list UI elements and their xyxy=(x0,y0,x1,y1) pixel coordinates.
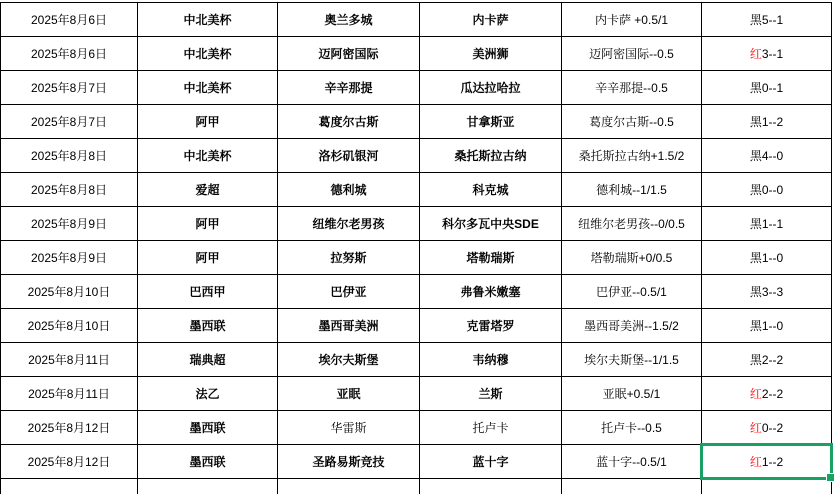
table-row xyxy=(1,173,832,207)
result-flag-label: 红 xyxy=(749,387,762,401)
result-cell[interactable] xyxy=(702,37,832,71)
result-cell[interactable] xyxy=(702,71,832,105)
home-team-cell[interactable]: 拉努斯 xyxy=(278,241,420,275)
result-cell[interactable] xyxy=(702,309,832,343)
date-cell[interactable]: 2025年8月6日 xyxy=(1,3,138,37)
league-cell[interactable]: 墨西联 xyxy=(138,309,278,343)
result-flag-label: 黑 xyxy=(749,115,762,129)
league-cell[interactable]: 墨西联 xyxy=(138,445,278,479)
league-cell[interactable]: 阿甲 xyxy=(138,241,278,275)
table-row xyxy=(1,139,832,173)
table-row xyxy=(1,37,832,71)
handicap-cell[interactable]: 纽维尔老男孩--0/0.5 xyxy=(562,207,702,241)
away-team-cell[interactable]: 塔勒瑞斯 xyxy=(420,241,562,275)
result-score: 1--1 xyxy=(761,217,784,231)
date-cell[interactable]: 2025年8月10日 xyxy=(1,309,138,343)
result-score: 2--2 xyxy=(761,353,784,367)
result-score: 0--2 xyxy=(761,421,784,435)
date-cell[interactable]: 2025年8月7日 xyxy=(1,71,138,105)
league-cell[interactable]: 爱超 xyxy=(138,173,278,207)
table-row xyxy=(1,241,832,275)
table-row xyxy=(1,275,832,309)
away-team-cell[interactable]: 克雷塔罗 xyxy=(420,309,562,343)
home-team-cell[interactable]: 圣路易斯竞技 xyxy=(278,445,420,479)
empty-cell[interactable] xyxy=(278,479,420,495)
date-cell[interactable]: 2025年8月7日 xyxy=(1,105,138,139)
date-cell[interactable]: 2025年8月12日 xyxy=(1,411,138,445)
home-team-cell[interactable]: 辛辛那提 xyxy=(278,71,420,105)
away-team-cell[interactable]: 科尔多瓦中央SDE xyxy=(420,207,562,241)
result-score: 3--1 xyxy=(761,47,784,61)
result-cell[interactable] xyxy=(702,139,832,173)
home-team-cell[interactable]: 巴伊亚 xyxy=(278,275,420,309)
away-team-cell[interactable]: 内卡萨 xyxy=(420,3,562,37)
table-row xyxy=(1,309,832,343)
home-team-cell[interactable]: 德利城 xyxy=(278,173,420,207)
result-flag-label: 黑 xyxy=(749,149,762,163)
handicap-cell[interactable]: 迈阿密国际--0.5 xyxy=(562,37,702,71)
date-cell[interactable]: 2025年8月11日 xyxy=(1,377,138,411)
result-flag-label: 黑 xyxy=(749,353,762,367)
result-cell[interactable] xyxy=(702,445,832,479)
league-cell[interactable]: 中北美杯 xyxy=(138,71,278,105)
home-team-cell[interactable]: 葛度尔古斯 xyxy=(278,105,420,139)
results-table xyxy=(0,2,832,494)
handicap-cell[interactable]: 辛辛那提--0.5 xyxy=(562,71,702,105)
home-team-cell[interactable]: 迈阿密国际 xyxy=(278,37,420,71)
empty-cell[interactable] xyxy=(1,479,138,495)
result-flag-label: 红 xyxy=(749,421,762,435)
result-flag-label: 黑 xyxy=(749,81,762,95)
result-cell[interactable] xyxy=(702,275,832,309)
handicap-cell[interactable]: 内卡萨 +0.5/1 xyxy=(562,3,702,37)
away-team-cell[interactable]: 兰斯 xyxy=(420,377,562,411)
result-flag-label: 黑 xyxy=(749,183,762,197)
result-score: 1--2 xyxy=(761,455,784,469)
away-team-cell[interactable]: 科克城 xyxy=(420,173,562,207)
table-row-partial xyxy=(1,479,832,495)
home-team-cell[interactable]: 洛杉矶银河 xyxy=(278,139,420,173)
table-row xyxy=(1,207,832,241)
league-cell[interactable]: 中北美杯 xyxy=(138,37,278,71)
result-score: 5--1 xyxy=(761,13,784,27)
result-score: 4--0 xyxy=(761,149,784,163)
result-flag-label: 黑 xyxy=(749,13,762,27)
empty-cell[interactable] xyxy=(562,479,702,495)
league-cell[interactable]: 中北美杯 xyxy=(138,3,278,37)
away-team-cell[interactable]: 蓝十字 xyxy=(420,445,562,479)
table-row xyxy=(1,411,832,445)
home-team-cell[interactable]: 纽维尔老男孩 xyxy=(278,207,420,241)
league-cell[interactable]: 巴西甲 xyxy=(138,275,278,309)
home-team-cell[interactable]: 埃尔夫斯堡 xyxy=(278,343,420,377)
empty-cell[interactable] xyxy=(702,479,832,495)
away-team-cell[interactable]: 托卢卡 xyxy=(420,411,562,445)
league-cell[interactable]: 墨西联 xyxy=(138,411,278,445)
date-cell[interactable]: 2025年8月8日 xyxy=(1,139,138,173)
result-score: 0--0 xyxy=(761,183,784,197)
result-score: 1--0 xyxy=(761,319,784,333)
result-flag-label: 红 xyxy=(749,47,762,61)
away-team-cell[interactable]: 瓜达拉哈拉 xyxy=(420,71,562,105)
away-team-cell[interactable]: 韦纳穆 xyxy=(420,343,562,377)
league-cell[interactable]: 中北美杯 xyxy=(138,139,278,173)
table-row xyxy=(1,377,832,411)
league-cell[interactable]: 法乙 xyxy=(138,377,278,411)
result-cell[interactable] xyxy=(702,377,832,411)
home-team-cell[interactable]: 奥兰多城 xyxy=(278,3,420,37)
table-row xyxy=(1,343,832,377)
league-cell[interactable]: 阿甲 xyxy=(138,105,278,139)
table-row xyxy=(1,105,832,139)
handicap-cell[interactable]: 亚眠+0.5/1 xyxy=(562,377,702,411)
handicap-cell[interactable]: 桑托斯拉古纳+1.5/2 xyxy=(562,139,702,173)
date-cell[interactable]: 2025年8月9日 xyxy=(1,241,138,275)
table-row xyxy=(1,445,832,479)
result-cell[interactable] xyxy=(702,343,832,377)
handicap-cell[interactable]: 德利城--1/1.5 xyxy=(562,173,702,207)
table-row xyxy=(1,3,832,37)
league-cell[interactable]: 瑞典超 xyxy=(138,343,278,377)
result-cell[interactable] xyxy=(702,207,832,241)
away-team-cell[interactable]: 弗鲁米嫩塞 xyxy=(420,275,562,309)
result-cell[interactable] xyxy=(702,241,832,275)
table-row xyxy=(1,71,832,105)
away-team-cell[interactable]: 美洲狮 xyxy=(420,37,562,71)
handicap-cell[interactable]: 墨西哥美洲--1.5/2 xyxy=(562,309,702,343)
date-cell[interactable]: 2025年8月11日 xyxy=(1,343,138,377)
result-flag-label: 红 xyxy=(749,455,762,469)
empty-cell[interactable] xyxy=(420,479,562,495)
result-cell[interactable] xyxy=(702,3,832,37)
date-cell[interactable]: 2025年8月9日 xyxy=(1,207,138,241)
result-cell[interactable] xyxy=(702,105,832,139)
result-flag-label: 黑 xyxy=(749,319,762,333)
away-team-cell[interactable]: 甘拿斯亚 xyxy=(420,105,562,139)
league-cell[interactable]: 阿甲 xyxy=(138,207,278,241)
fill-handle[interactable] xyxy=(826,473,835,482)
handicap-cell[interactable]: 蓝十字--0.5/1 xyxy=(562,445,702,479)
date-cell[interactable]: 2025年8月8日 xyxy=(1,173,138,207)
result-flag-label: 黑 xyxy=(749,251,762,265)
handicap-cell[interactable]: 塔勒瑞斯+0/0.5 xyxy=(562,241,702,275)
result-score: 2--2 xyxy=(761,387,784,401)
result-score: 1--2 xyxy=(761,115,784,129)
result-cell[interactable] xyxy=(702,173,832,207)
result-score: 1--0 xyxy=(761,251,784,265)
date-cell[interactable]: 2025年8月10日 xyxy=(1,275,138,309)
home-team-cell[interactable]: 亚眠 xyxy=(278,377,420,411)
date-cell[interactable]: 2025年8月6日 xyxy=(1,37,138,71)
result-flag-label: 黑 xyxy=(749,285,762,299)
date-cell[interactable]: 2025年8月12日 xyxy=(1,445,138,479)
handicap-cell[interactable]: 托卢卡--0.5 xyxy=(562,411,702,445)
result-cell[interactable] xyxy=(702,411,832,445)
result-flag-label: 黑 xyxy=(749,217,762,231)
handicap-cell[interactable]: 巴伊亚--0.5/1 xyxy=(562,275,702,309)
result-score: 3--3 xyxy=(761,285,784,299)
away-team-cell[interactable]: 桑托斯拉古纳 xyxy=(420,139,562,173)
result-score: 0--1 xyxy=(761,81,784,95)
handicap-cell[interactable]: 埃尔夫斯堡--1/1.5 xyxy=(562,343,702,377)
home-team-cell[interactable]: 华雷斯 xyxy=(278,411,420,445)
handicap-cell[interactable]: 葛度尔古斯--0.5 xyxy=(562,105,702,139)
home-team-cell[interactable]: 墨西哥美洲 xyxy=(278,309,420,343)
empty-cell[interactable] xyxy=(138,479,278,495)
